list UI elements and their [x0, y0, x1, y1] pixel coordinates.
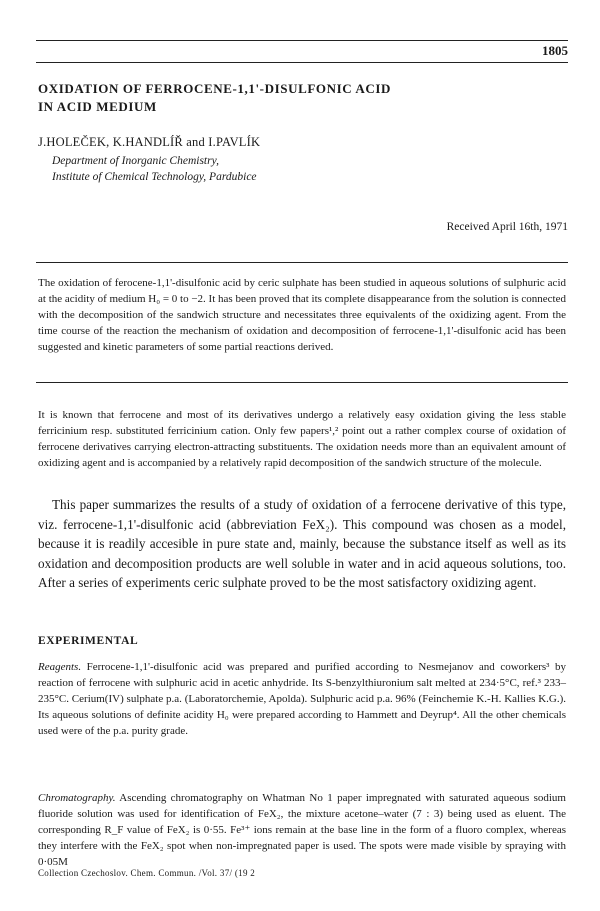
section-heading-experimental: EXPERIMENTAL [38, 635, 139, 647]
received-date: Received April 16th, 1971 [446, 221, 568, 233]
affiliation-department: Department of Inorganic Chemistry, [52, 155, 219, 167]
author-list: J.HOLEČEK, K.HANDLÍŘ and I.PAVLÍK [38, 135, 261, 149]
affiliation-institute: Institute of Chemical Technology, Pardubice [52, 171, 257, 183]
header-rule [36, 62, 568, 63]
abstract-bottom-rule [36, 382, 568, 383]
intro-paragraph: It is known that ferrocene and most of its derivatives undergo a relatively easy oxidation giving the less stable ferricinium resp. substituted ferricinium cation. Only few papers¹,² point out a rather complex course of oxidation of ferrocene derivatives carrying electron-attracting substituents. The oxidation needs more than an equivalent amount of oxidizing agent and is accompanied by a relatively rapid decomposition of the sandwich structure of the molecule. [38, 409, 566, 470]
summary-text: This paper summarizes the results of a study of oxidation of a ferrocene derivative of this type, viz. ferrocene-1,1'-disulfonic acid (abbreviation FeX₂). This compound was chosen as a model, because it is readily accesible in pure state and, mainly, because the substance itself as well as its oxidation and decomposition products are well soluble in water and in acid aqueous solutions, too. After a series of experiments ceric sulphate proved to be the most satisfactory oxidizing agent. [38, 497, 566, 591]
reagents-paragraph [38, 659, 566, 739]
reagents-lead: Reagents. [38, 661, 82, 673]
page-number: 1805 [542, 43, 568, 58]
article-title [38, 80, 558, 116]
abstract-text: The oxidation of ferocene-1,1'-disulfonic acid by ceric sulphate has been studied in aqueous solutions of sulphuric acid at the acidity of medium H₀ = 0 to −2. It has been proved that its complete disappearance from the solution is connected with the decomposition of the sandwich structure and necessitates three equivalents of the oxidizing agent. From the time course of the reaction the mechanism of oxidation and decomposition of ferrocene-1,1'-disulfonic acid has been suggested and kinetic parameters of some partial reactions derived. [38, 277, 566, 354]
title-line-1: OXIDATION OF FERROCENE-1,1'-DISULFONIC ACID [38, 81, 391, 96]
journal-footer: Collection Czechoslov. Chem. Commun. /Vol. 37/ (19 2 [38, 868, 256, 878]
affiliation [52, 153, 257, 185]
top-rule [36, 40, 568, 41]
title-line-2: IN ACID MEDIUM [38, 99, 157, 114]
summary-paragraph [38, 495, 566, 593]
abstract-top-rule [36, 262, 568, 263]
reagents-text: Ferrocene-1,1'-disulfonic acid was prepared and purified according to Nesmejanov and coworkers³ by reaction of ferrocene with sulphuric acid in acetic anhydride. Its S-benzylthiuronium salt melted at 234·5°C, ref.³ 233–235°C. Cerium(IV) sulphate p.a. (Laboratorchemie, Apolda). Sulphuric acid p.a. 96% (Feinchemie K.-H. Kallies K.G.). Its aqueous solutions of definite acidity H₀ were prepared according to Hammett and Deyrup⁴. All the other chemicals used were of the p.a. purity grade. [38, 661, 566, 738]
chromatography-lead: Chromatography. [38, 792, 116, 804]
chromatography-paragraph [38, 790, 566, 870]
chromatography-text: Ascending chromatography on Whatman No 1 paper impregnated with saturated aqueous sodium fluoride solution was used for identification of FeX₂, the mixture acetone–water (7 : 3) being used as eluent. The corresponding R_F value of FeX₂ is 0·55. Fe³⁺ ions remain at the base line in the form of a fluoro complex, whereas they interfere with the FeX₂ spot when non-impregnated paper is used. The spots were made visible by spraying with 0·05M [38, 792, 566, 869]
